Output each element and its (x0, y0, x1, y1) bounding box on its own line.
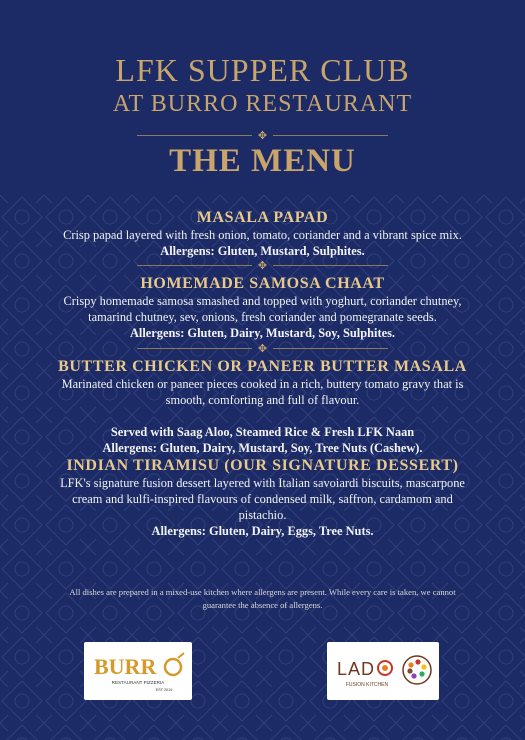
section-description: Crisp papad layered with fresh onion, tomato, coriander and a vibrant spice mix. (63, 228, 462, 242)
section-description: smooth, comforting and full of flavour. (165, 393, 360, 407)
svg-text:RESTAURANT PIZZERIA: RESTAURANT PIZZERIA (111, 680, 165, 685)
section-description: Crispy homemade samosa smashed and topped with yoghurt, coriander chutney, (63, 294, 462, 308)
svg-text:LAD: LAD (337, 659, 376, 679)
section-allergens: Allergens: Gluten, Dairy, Mustard, Soy, Tree Nuts (Cashew). (102, 441, 423, 455)
section-description: pistachio. (238, 508, 287, 522)
ornament-icon: ✥ (257, 259, 268, 272)
page-subtitle: AT BURRO RESTAURANT (112, 91, 413, 117)
section-description: cream and kulfi-inspired flavours of condensed milk, saffron, cardamom and (72, 492, 453, 506)
section-heading: INDIAN TIRAMISU (OUR SIGNATURE DESSERT) (66, 457, 459, 474)
menu-section-indian-tiramisu (0, 456, 525, 539)
section-description: tamarind chutney, sev, onions, fresh coriander and pomegranate seeds. (88, 310, 437, 324)
footnote-line: guarantee the absence of allergens. (202, 600, 323, 610)
ornament-icon: ✥ (257, 342, 268, 355)
divider (0, 343, 525, 354)
svg-text:BURR: BURR (94, 654, 157, 679)
section-allergens: Allergens: Gluten, Dairy, Eggs, Tree Nuts. (151, 524, 374, 538)
page-title: LFK SUPPER CLUB (115, 52, 410, 88)
section-description: LFK's signature fusion dessert layered with Italian savoiardi biscuits, mascarpone (60, 476, 465, 490)
burro-logo-graphic (84, 642, 192, 700)
footnote-line: All dishes are prepared in a mixed-use kitchen where allergens are present. While every care is taken, we cannot (69, 587, 456, 597)
ornament-icon: ✥ (257, 129, 268, 142)
header (0, 52, 525, 180)
menu-section-butter-chicken (0, 357, 525, 456)
section-heading: BUTTER CHICKEN OR PANEER BUTTER MASALA (58, 358, 467, 375)
section-description: Marinated chicken or paneer pieces cooked in a rich, buttery tomato gravy that is (61, 377, 464, 391)
divider (0, 130, 525, 141)
menu-section-masala-papad (0, 208, 525, 259)
menu-section-samosa-chaat (0, 274, 525, 341)
section-heading: HOMEMADE SAMOSA CHAAT (140, 275, 385, 292)
section-allergens: Allergens: Gluten, Mustard, Sulphites. (160, 244, 365, 258)
allergen-footnote (20, 586, 505, 612)
ladoo-logo (327, 642, 439, 700)
ladoo-logo-graphic (327, 642, 439, 700)
svg-text:FUSION KITCHEN: FUSION KITCHEN (345, 682, 389, 688)
section-allergens: Allergens: Gluten, Dairy, Mustard, Soy, Sulphites. (129, 326, 396, 340)
burro-logo (84, 642, 192, 700)
section-served-with: Served with Saag Aloo, Steamed Rice & Fresh LFK Naan (110, 425, 415, 439)
svg-text:EST 2019: EST 2019 (155, 688, 173, 692)
section-heading: MASALA PAPAD (196, 209, 329, 226)
divider (0, 260, 525, 271)
menu-title: THE MENU (169, 143, 356, 179)
